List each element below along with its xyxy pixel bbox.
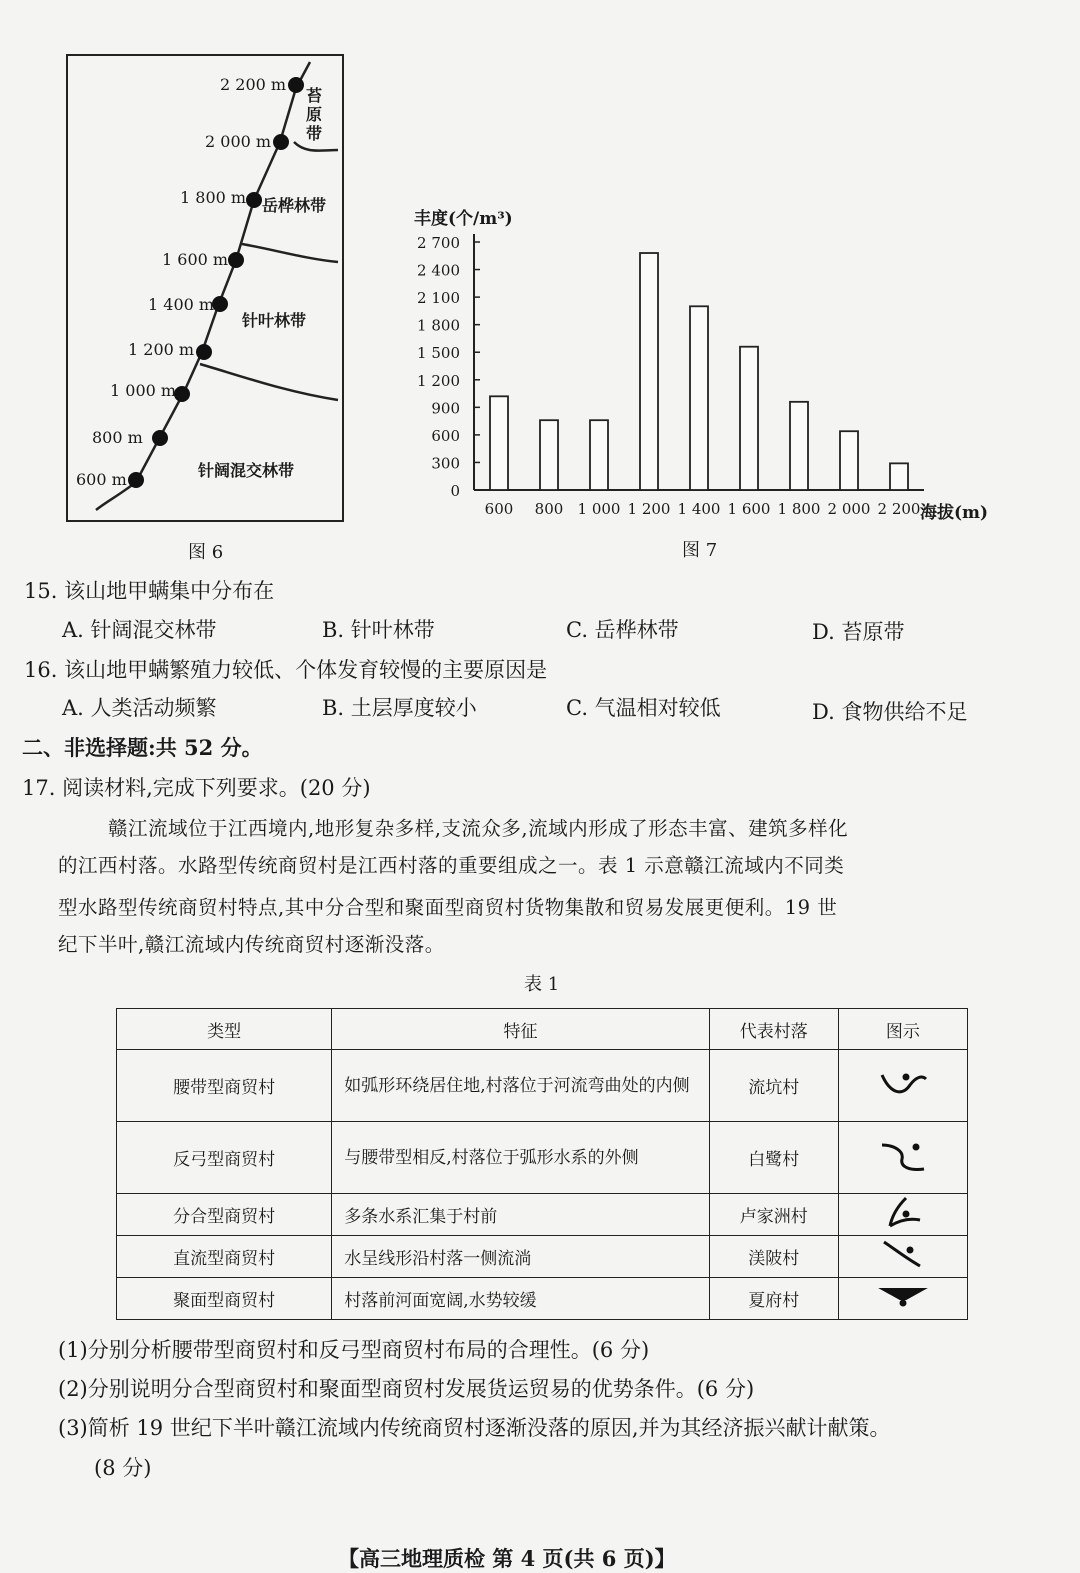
boundary-tundra [294, 142, 338, 151]
table-row [117, 1236, 968, 1278]
table-cell-diagram [838, 1050, 967, 1122]
y-tick-label: 900 [431, 399, 460, 418]
bar-2200 [890, 463, 908, 490]
q16-option-a: A. 人类活动频繁 [62, 696, 217, 720]
table-cell-type: 直流型商贸村 [117, 1236, 332, 1278]
figure-7-caption: 图 7 [682, 540, 718, 561]
elev-label: 1 200 m [128, 340, 195, 359]
elev-label: 600 m [76, 470, 127, 489]
page-footer: 【高三地理质检 第 4 页(共 6 页)】 [338, 1546, 676, 1571]
elev-label: 2 200 m [220, 75, 287, 94]
table-row [117, 1278, 968, 1320]
bar-600 [490, 396, 508, 490]
elev-dot [212, 296, 228, 312]
table-cell-type: 聚面型商贸村 [117, 1278, 332, 1320]
table-1-title: 表 1 [524, 974, 560, 995]
elev-dot [152, 430, 168, 446]
figure-7-chart [390, 200, 1010, 530]
q17-paragraph-line: 赣江流域位于江西境内,地形复杂多样,支流众多,流域内形成了形态丰富、建筑多样化 [108, 817, 849, 840]
bar-2000 [840, 431, 858, 490]
table-header: 特征 [332, 1009, 709, 1050]
table-header: 图示 [838, 1009, 967, 1050]
bar-1600 [740, 347, 758, 490]
table-cell-village: 夏府村 [709, 1278, 838, 1320]
q17-paragraph-line: 型水路型传统商贸村特点,其中分合型和聚面型商贸村货物集散和贸易发展更便利。19 世 [58, 896, 838, 919]
boundary-birch [242, 244, 338, 262]
y-tick-label: 2 700 [417, 234, 460, 252]
table-header: 代表村落 [709, 1009, 838, 1050]
elev-label: 1 800 m [180, 188, 247, 207]
elev-label: 800 m [92, 428, 143, 447]
x-tick-label: 1 400 [677, 500, 721, 518]
q15-option-b: B. 针叶林带 [322, 618, 435, 642]
y-tick-label: 2 400 [417, 261, 460, 280]
table-cell-village: 流坑村 [709, 1050, 838, 1122]
bar-1000 [590, 420, 608, 490]
table-1 [116, 1008, 968, 1320]
q17-paragraph-line: 纪下半叶,赣江流域内传统商贸村逐渐没落。 [58, 933, 445, 956]
zone-mixed: 针阔混交林带 [198, 461, 295, 480]
zone-conifer: 针叶林带 [242, 311, 307, 330]
table-cell-diagram [838, 1236, 967, 1278]
elev-label: 1 600 m [162, 250, 229, 269]
elev-dot [246, 192, 262, 208]
elev-label: 1 000 m [110, 381, 177, 400]
converging-river-icon [876, 1194, 930, 1230]
figure-6-map [66, 54, 342, 520]
table-cell-feature: 村落前河面宽阔,水势较缓 [332, 1278, 709, 1320]
x-tick-label: 600 [484, 500, 514, 518]
table-cell-diagram [838, 1194, 967, 1236]
q17-stem: 17. 阅读材料,完成下列要求。(20 分) [22, 776, 371, 800]
q15-option-c: C. 岳桦林带 [566, 618, 679, 642]
q17-subquestion-3-points: (8 分) [94, 1456, 152, 1480]
bar-1800 [790, 402, 808, 490]
elev-label: 1 400 m [148, 295, 215, 314]
table-cell-type: 分合型商贸村 [117, 1194, 332, 1236]
elev-dot [273, 134, 289, 150]
y-tick-label: 2 100 [417, 289, 460, 308]
bar-1400 [690, 306, 708, 490]
bar-800 [540, 420, 558, 490]
chart-y-label: 丰度(个/m³) [414, 209, 513, 229]
table-cell-type: 腰带型商贸村 [117, 1050, 332, 1122]
q17-paragraph-line: 的江西村落。水路型传统商贸村是江西村落的重要组成之一。表 1 示意赣江流域内不同类 [58, 854, 845, 877]
elev-dot [228, 252, 244, 268]
table-cell-village: 渼陂村 [709, 1236, 838, 1278]
table-cell-feature: 多条水系汇集于村前 [332, 1194, 709, 1236]
elev-dot [288, 77, 304, 93]
q15-stem: 15. 该山地甲螨集中分布在 [24, 579, 275, 603]
q16-option-c: C. 气温相对较低 [566, 696, 721, 720]
table-cell-village: 白鹭村 [709, 1122, 838, 1194]
x-tick-label: 800 [534, 500, 564, 518]
y-tick-label: 300 [431, 454, 460, 473]
elev-dot [196, 344, 212, 360]
x-tick-label: 1 600 [727, 500, 771, 518]
q17-subquestion-1: (1)分别分析腰带型商贸村和反弓型商贸村布局的合理性。(6 分) [58, 1338, 650, 1362]
q15-option-d: D. 苔原带 [812, 620, 905, 644]
x-tick-label: 1 800 [777, 500, 821, 518]
q16-option-b: B. 土层厚度较小 [322, 696, 477, 720]
table-cell-feature: 水呈线形沿村落一侧流淌 [332, 1236, 709, 1278]
y-tick-label: 600 [431, 426, 460, 445]
q15-option-a: A. 针阔混交林带 [62, 618, 217, 642]
table-cell-feature: 如弧形环绕居住地,村落位于河流弯曲处的内侧 [332, 1050, 709, 1122]
y-tick-label: 1 200 [417, 371, 460, 390]
y-tick-label: 1 800 [417, 316, 460, 335]
bar-1200 [640, 253, 658, 490]
reverse-bow-river-icon [876, 1135, 930, 1175]
x-tick-label: 2 000 [827, 500, 871, 518]
section-2-heading: 二、非选择题:共 52 分。 [22, 735, 263, 760]
elev-label: 2 000 m [205, 132, 272, 151]
y-tick-label: 0 [450, 482, 460, 500]
q16-option-d: D. 食物供给不足 [812, 700, 968, 724]
y-tick-label: 1 500 [417, 344, 460, 363]
table-header: 类型 [117, 1009, 332, 1050]
table-cell-village: 卢家洲村 [709, 1194, 838, 1236]
q17-subquestion-3: (3)简析 19 世纪下半叶赣江流域内传统商贸村逐渐没落的原因,并为其经济振兴献计献策。 [58, 1416, 891, 1440]
zone-birch: 岳桦林带 [262, 196, 327, 215]
straight-river-icon [876, 1236, 930, 1272]
x-tick-label: 1 000 [577, 500, 621, 518]
boundary-conifer [200, 364, 338, 400]
wide-river-icon [876, 1281, 930, 1311]
elev-dot [128, 472, 144, 488]
table-row [117, 1050, 968, 1122]
zone-tundra: 苔 原 带 [306, 86, 323, 143]
waist-belt-river-icon [876, 1063, 930, 1103]
x-tick-label: 1 200 [627, 500, 671, 518]
figure-6-caption: 图 6 [188, 542, 224, 563]
table-cell-type: 反弓型商贸村 [117, 1122, 332, 1194]
x-tick-label: 2 200 [877, 500, 921, 518]
table-row [117, 1194, 968, 1236]
table-cell-feature: 与腰带型相反,村落位于弧形水系的外侧 [332, 1122, 709, 1194]
table-header-row [117, 1009, 968, 1050]
q17-subquestion-2: (2)分别说明分合型商贸村和聚面型商贸村发展货运贸易的优势条件。(6 分) [58, 1377, 755, 1401]
elev-dot [174, 386, 190, 402]
q16-stem: 16. 该山地甲螨繁殖力较低、个体发育较慢的主要原因是 [24, 658, 548, 682]
table-cell-diagram [838, 1278, 967, 1320]
table-cell-diagram [838, 1122, 967, 1194]
table-row [117, 1122, 968, 1194]
chart-x-label: 海拔(m) [920, 503, 989, 523]
